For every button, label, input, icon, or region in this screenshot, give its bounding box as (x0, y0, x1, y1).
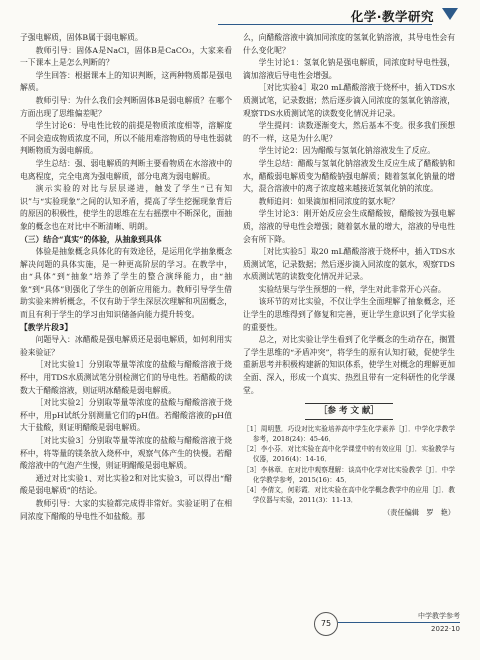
paragraph: ［对比实验3］分别取等量等浓度的盐酸与醋酸溶液于烧杯中，将等量的镁条放入烧杯中，观察气体产生的快慢。若醋酸溶液中的气泡产生慢，则证明醋酸是弱电解质。 (20, 436, 232, 471)
corner-mark-icon (442, 8, 458, 20)
footer-rule (338, 622, 460, 623)
paragraph: 学生讨论1：氢氧化钠是强电解质，同浓度时导电性强，滴加溶液后导电性会增强。 (243, 58, 455, 80)
paragraph: 学生总结：醋酸与氢氧化钠溶液发生反应生成了醋酸钠和水，醋酸弱电解质变为醋酸钠强电解质；随着氢氧化钠量的增大，混合溶液中的离子浓度越来越接近氢氧化钠的浓度。 (243, 158, 455, 194)
reference-item: ［1］周明慧．巧设对比实验培养高中学生化学素养［J］．中学化学教学参考，2018(24)：45-46． (243, 424, 455, 444)
paragraph: ［对比实验5］取20 mL醋酸溶液于烧杯中，插入TDS水质测试笔，记录数据；然后逐步滴入同浓度的氨水，观察TDS水质测试笔的读数变化情况并记录。 (243, 247, 455, 282)
reference-item: ［4］李倩文，何彩霞．对比实验在高中化学概念教学中的应用［J］．教学仪器与实验，2011(3)：11-13． (243, 486, 455, 505)
page-footer (260, 608, 460, 638)
reference-item: ［2］李小芬．对比实验在高中化学课堂中的有效应用［J］．实验教学与仪器，2016(4)：14-16． (243, 445, 455, 464)
paragraph: 学生讨论3：刚开始反应会生成醋酸铵，醋酸铵为强电解质，溶液的导电性会增强；随着氨水量的增大，溶液的导电性会有所下降。 (243, 209, 455, 244)
references-list (243, 424, 455, 506)
paragraph: 实验结果与学生预想的一样，学生对此非常开心兴奋。 (258, 284, 446, 294)
paragraph: 么，向醋酸溶液中滴加同浓度的氢氧化钠溶液，其导电性会有什么变化呢？ (243, 33, 455, 55)
references-title: ［参 考 文 献］ (305, 403, 393, 420)
left-column (20, 32, 232, 523)
reference-item: ［3］李林章．在对比中观察理解：谈高中化学对比实验教学［J］．中学化学教学参考，2015(16)：45． (243, 465, 455, 484)
paragraph: ［对比实验1］分别取等量等浓度的盐酸与醋酸溶液于烧杯中，用TDS水质测试笔分别检测它们的导电性。若醋酸的读数大于醋酸溶液，则证明冰醋酸是弱电解质。 (20, 360, 232, 395)
paragraph: 该环节的对比实验，不仅让学生全面理解了抽象概念，还让学生的思维得到了修复和完善，更让学生意识到了化学实验的重要性。 (243, 297, 455, 332)
references-heading (243, 403, 455, 420)
paragraph: 教师引导：为什么我们会判断固体B是弱电解质？在哪个方面出现了思维偏差呢？ (20, 95, 232, 118)
responsible-editor: （责任编辑 罗 艳） (383, 508, 455, 518)
paragraph: 体验是抽象概念具体化的有效途径，是运用化学抽象概念解决问题的具体实施，是一种更高阶层的学习。在教学中，由“具体”到“抽象”培养了学生的整合演绎能力，由“抽象”到“具体”则强化了学生的创新应用能力。教师引导学生借助实验来辨析概念，不仅有助于学生深层次理解和巩固概念，而且有利于学生的学习由知识储备向能力提升转变。 (20, 247, 232, 320)
paragraph: 学生讨论2：因为醋酸与氢氧化钠溶液发生了反应。 (258, 146, 436, 156)
paragraph: 问题导入：冰醋酸是强电解质还是弱电解质，如何利用实验来验证？ (20, 335, 232, 357)
section-title: 化学·教学研究 (350, 9, 434, 24)
paragraph: 学生讨论6：导电性比较的前提是物质浓度相等，溶解度不同会造成物质浓度不同，所以不能用难溶物质的导电性弱就判断物质为弱电解质。 (20, 121, 232, 156)
paragraph: ［对比实验2］分别取等量等浓度的盐酸与醋酸溶液于烧杯中，用pH试纸分别测量它们的pH值。若醋酸溶液的pH值大于盐酸，则证明醋酸是弱电解质。 (20, 398, 232, 433)
right-column (243, 32, 455, 520)
paragraph: 总之，对比实验让学生看到了化学概念的生动存在，搁置了学生思维的“矛盾冲突”，将学生的原有认知打破，促使学生重新思考并积极构建新的知识体系，使学生对概念的理解更加全面、深入，形成一个真实、热烈且带有一定科研性的化学课堂。 (243, 335, 455, 395)
paragraph: 教师引导：固体A是NaCl，固体B是CaCO₃，大家来看一下课本上是怎么判断的？ (20, 45, 232, 68)
paragraph: 教师引导：大家的实验都完成得非常好。实验证明了在相同浓度下醋酸的导电性不如盐酸。那 (20, 498, 232, 521)
paragraph: 通过对比实验1、对比实验2和对比实验3，可以得出“醋酸是弱电解质”的结论。 (20, 473, 232, 496)
page-number: 75 (314, 612, 338, 636)
paragraph: 教师追问：如果滴加相同浓度的氨水呢？ (258, 196, 399, 206)
paragraph: 学生总结：强、弱电解质的判断主要看物质在水溶液中的电离程度，完全电离为强电解质，部分电离为弱电解质。 (20, 158, 232, 181)
section-heading: （三）结合“真实”的体验，从抽象到具体 (20, 234, 162, 244)
paragraph: 子强电解质，固体B属于弱电解质。 (20, 33, 143, 42)
paragraph: 学生回答：根据课本上的知识判断，这两种物质都是强电解质。 (20, 70, 232, 93)
paragraph: ［对比实验4］取20 mL醋酸溶液于烧杯中，插入TDS水质测试笔，记录数据；然后逐步滴入同浓度的氢氧化钠溶液，观察TDS水质测试笔的读数变化情况并记录。 (243, 83, 455, 118)
paragraph: 演示实验的对比与层层递进，触发了学生“已有知识”与“实验现象”之间的认知矛盾，提高了学生挖掘现象背后的原因的积极性，使学生的思维在左右摇摆中不断深化，面抽象的概念也在对比中不断清晰、明朗。 (20, 184, 232, 231)
paragraph: 学生提问：读数逐渐变大，然后基本不变。很多我们预想的不一样，这是为什么呢？ (243, 121, 455, 143)
header-rule (218, 24, 432, 25)
issue-number: 2022·10 (431, 625, 460, 633)
segment-heading: 【教学片段3】 (20, 322, 73, 332)
page-header (0, 0, 480, 30)
journal-name: 中学教学参考 (418, 612, 460, 620)
